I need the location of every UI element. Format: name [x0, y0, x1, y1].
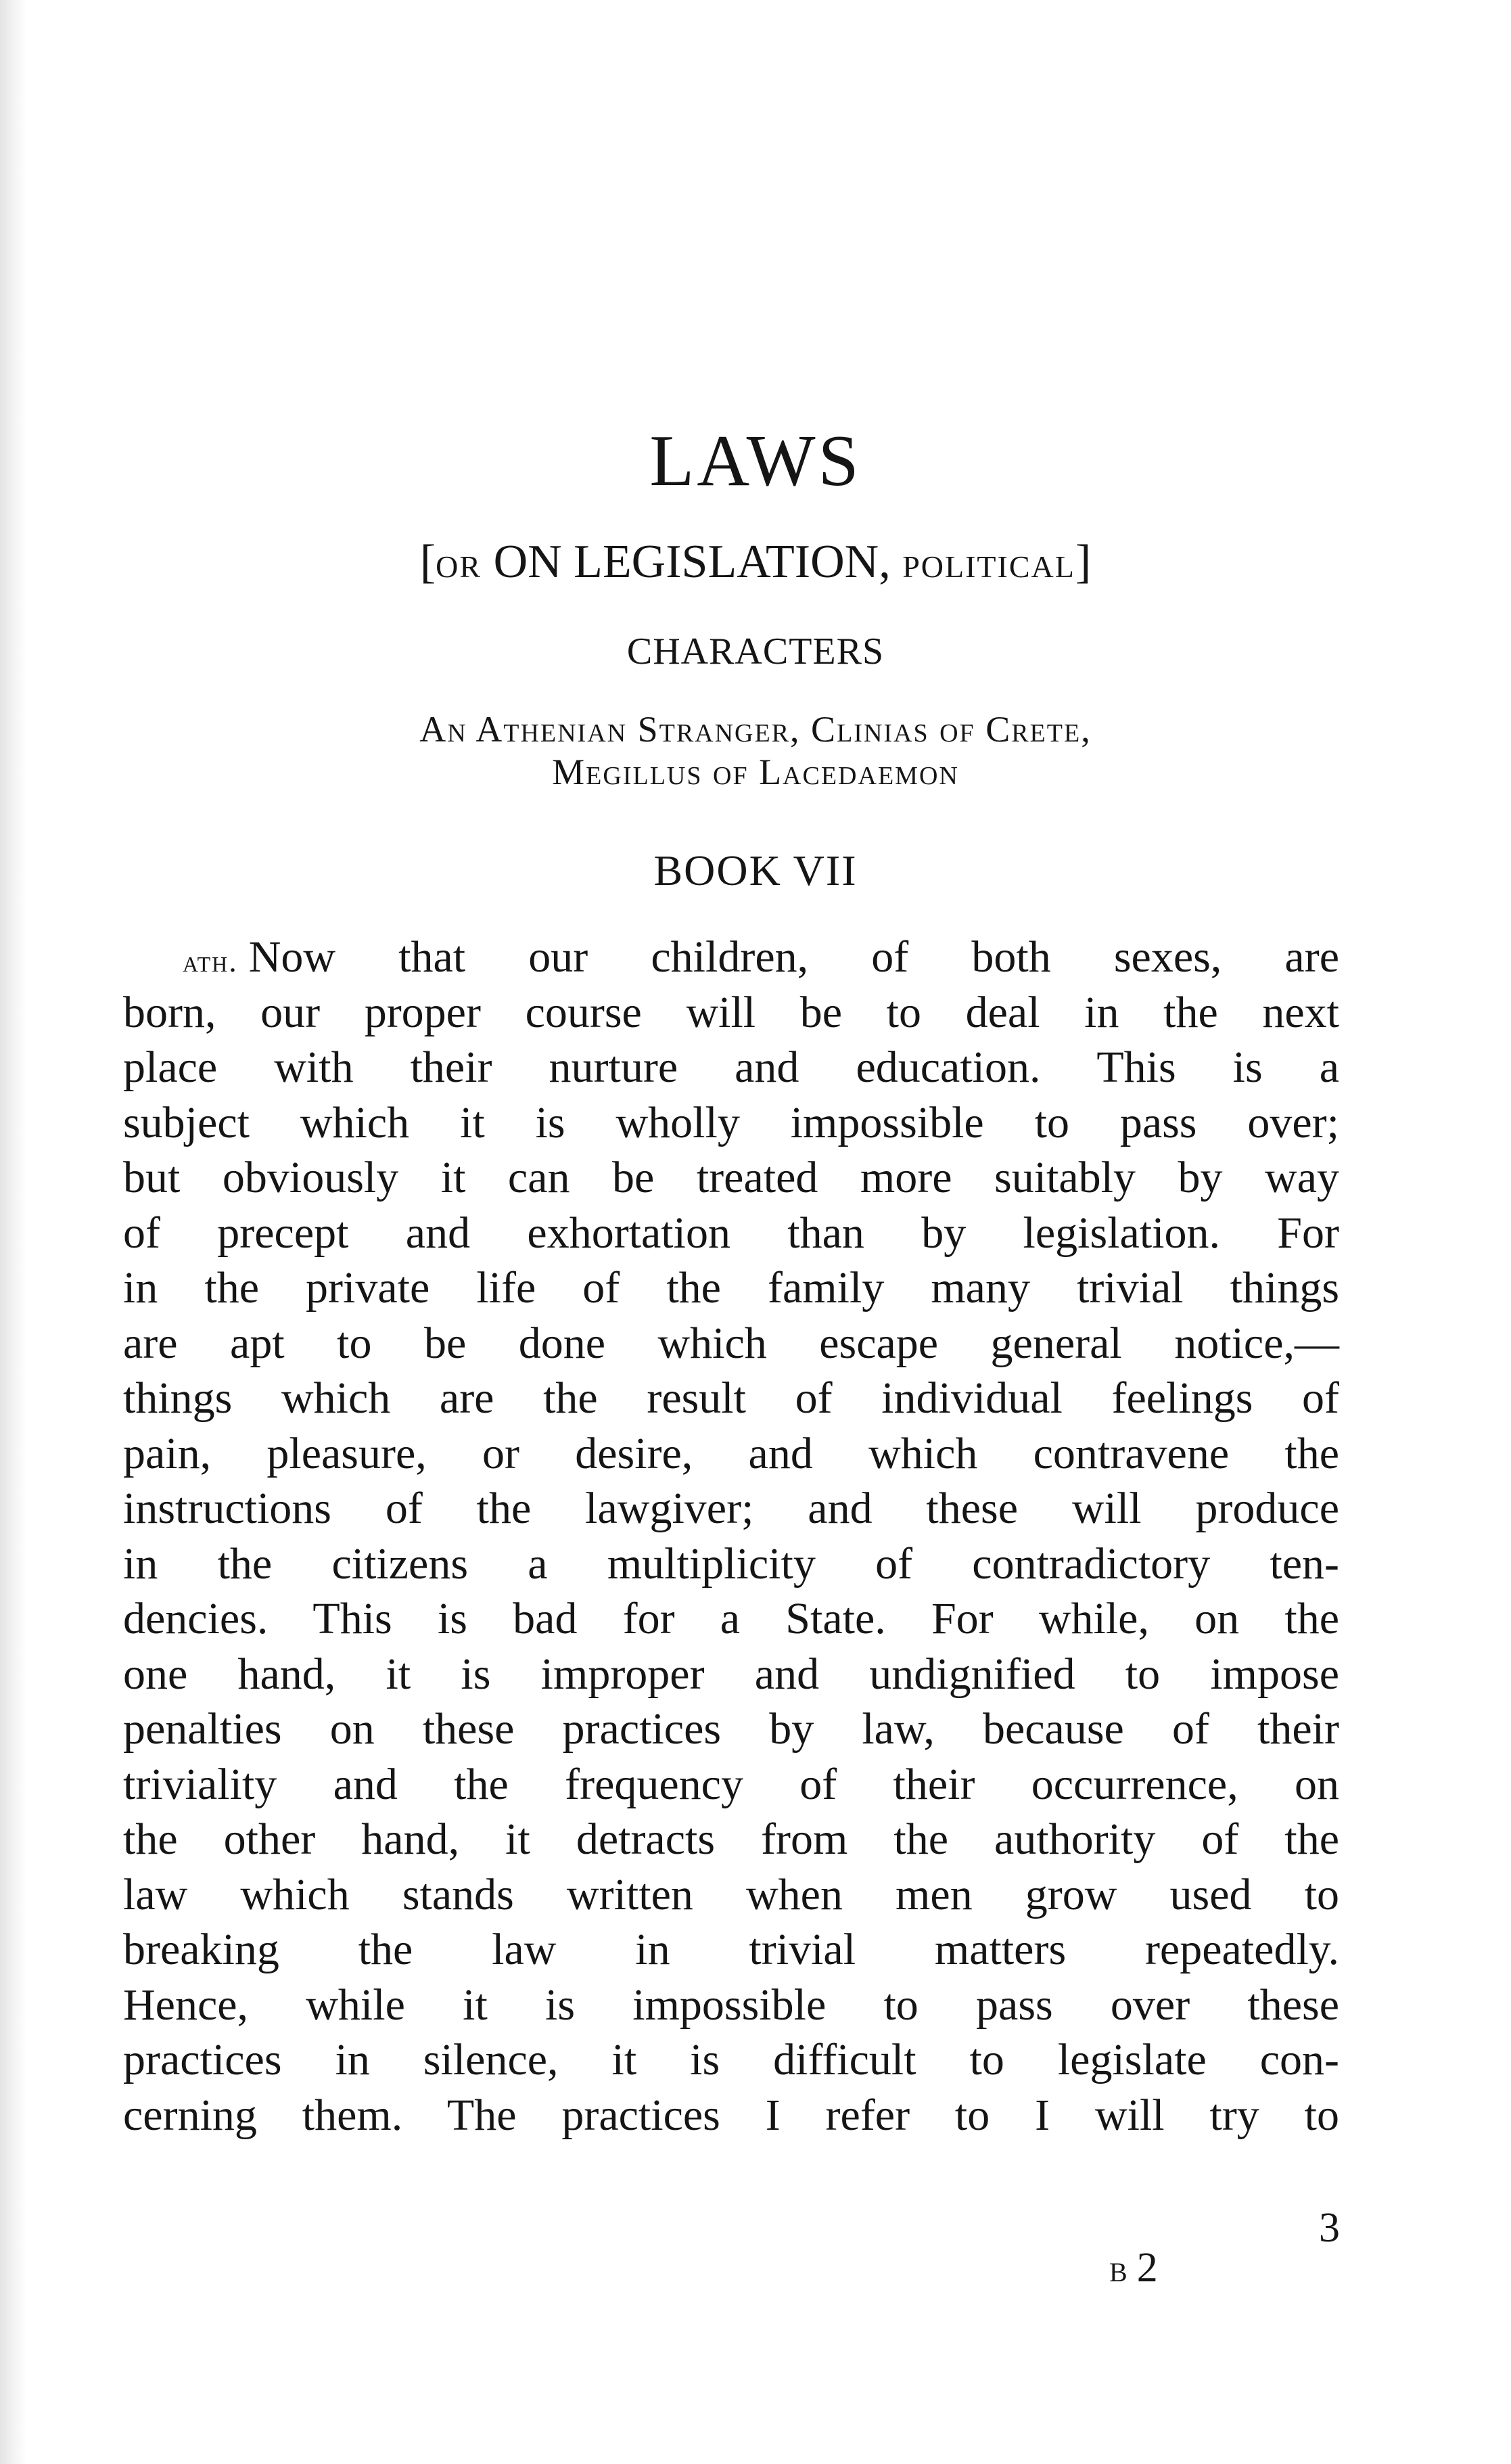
speaker-label: ath.	[183, 944, 238, 978]
line-text: are apt to be done which escape general notice,—	[123, 1318, 1339, 1368]
text-line	[123, 1371, 1339, 1426]
book-heading: BOOK VII	[653, 846, 858, 894]
text-line	[123, 1978, 1339, 2033]
book-title: LAWS	[649, 421, 862, 501]
text-line	[123, 1260, 1339, 1316]
bracket-close: ]	[1075, 536, 1092, 588]
speakers-line-1: An Athenian Stranger, Clinias of Crete,	[419, 709, 1092, 750]
line-text: penalties on these practices by law, because of their	[123, 1704, 1339, 1754]
text-line	[123, 1206, 1339, 1261]
text-line	[123, 1536, 1339, 1592]
text-line	[123, 1647, 1339, 1702]
subtitle	[0, 534, 1511, 595]
text-line	[123, 1922, 1339, 1978]
signature-number: 2	[1136, 2245, 1158, 2291]
text-line	[123, 1702, 1339, 1757]
line-text: breaking the law in trivial matters repeatedly.	[123, 1925, 1339, 1974]
speakers-line-2: Megillus of Lacedaemon	[552, 752, 959, 792]
subtitle-main: ON LEGISLATION,	[482, 536, 903, 588]
line-text: law which stands written when men grow used to	[123, 1869, 1339, 1919]
line-text: subject which it is wholly impossible to pass over;	[123, 1097, 1339, 1147]
text-line	[123, 1867, 1339, 1923]
page-number: 3	[1319, 2205, 1340, 2251]
text-line	[123, 1316, 1339, 1371]
signature-mark	[1109, 2242, 1158, 2298]
line-text: Now that our children, of both sexes, are	[248, 932, 1339, 982]
line-text: one hand, it is improper and undignified to impose	[123, 1649, 1339, 1699]
page-edge-shadow	[0, 0, 27, 2464]
line-text: pain, pleasure, or desire, and which contravene the	[123, 1428, 1339, 1478]
line-text: place with their nurture and education. This is a	[123, 1043, 1339, 1092]
signature-letter: B	[1109, 2257, 1128, 2287]
text-line	[123, 2088, 1339, 2143]
text-line	[123, 985, 1339, 1041]
line-text: of precept and exhortation than by legislation. For	[123, 1208, 1339, 1258]
line-text: dencies. This is bad for a State. For while, on the	[123, 1594, 1339, 1643]
line-text: born, our proper course will be to deal in the next	[123, 987, 1339, 1037]
bracket-open: [	[419, 536, 436, 588]
text-line	[123, 2032, 1339, 2088]
line-text: but obviously it can be treated more suitably by way	[123, 1153, 1339, 1202]
subtitle-or: OR	[436, 549, 482, 584]
line-text: Hence, while it is impossible to pass over these	[123, 1980, 1339, 2030]
text-line	[123, 1040, 1339, 1095]
line-text: the other hand, it detracts from the authority of the	[123, 1815, 1339, 1864]
characters-heading: CHARACTERS	[626, 631, 885, 672]
text-line	[123, 1095, 1339, 1151]
line-text: things which are the result of individual feelings of	[123, 1373, 1339, 1423]
line-text: in the citizens a multiplicity of contradictory ten-	[123, 1538, 1339, 1589]
line-text: instructions of the lawgiver; and these will produce	[123, 1484, 1339, 1533]
text-line	[123, 1150, 1339, 1206]
line-text: practices in silence, it is difficult to legislate con-	[123, 2035, 1339, 2084]
text-line	[123, 1591, 1339, 1647]
text-line	[123, 1426, 1339, 1482]
subtitle-political: POLITICAL	[902, 549, 1075, 584]
text-line	[123, 1481, 1339, 1536]
line-text: cerning them. The practices I refer to I will try to	[123, 2090, 1339, 2140]
body-text	[123, 930, 1339, 2143]
line-text: in the private life of the family many trivial things	[123, 1263, 1339, 1313]
text-line	[123, 1757, 1339, 1812]
line-text: triviality and the frequency of their occurrence, on	[123, 1759, 1339, 1809]
text-line	[123, 930, 1339, 985]
text-line	[123, 1812, 1339, 1867]
